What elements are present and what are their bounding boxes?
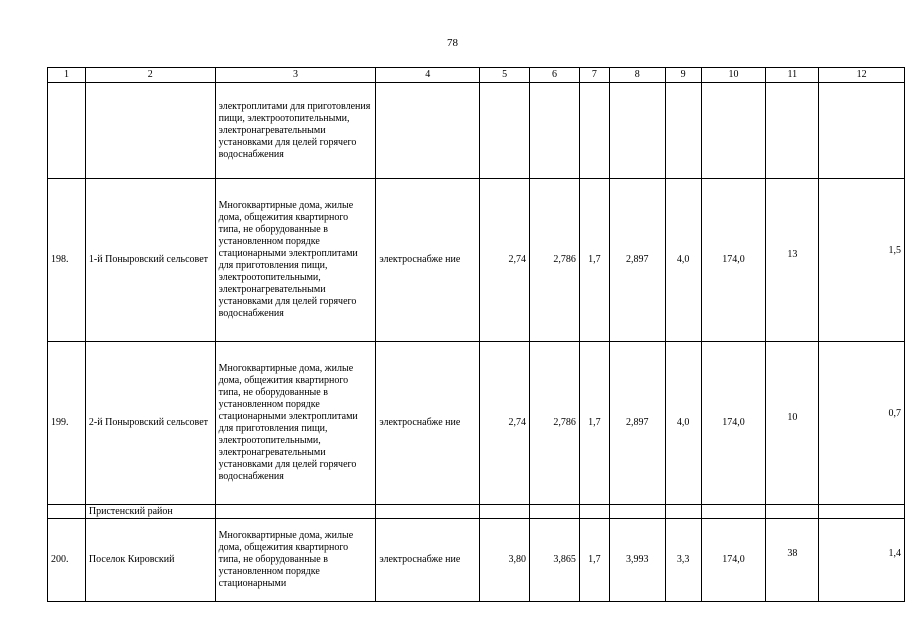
value-cell: 10	[787, 412, 798, 423]
value-cell: 1,7	[579, 519, 609, 602]
value-cell: 1,5	[888, 245, 901, 256]
value-cell: 174,0	[701, 342, 766, 505]
table-row-continuation	[48, 83, 905, 179]
column-header: 4	[376, 68, 480, 83]
value-cell: 1,7	[579, 342, 609, 505]
column-header: 9	[665, 68, 701, 83]
value-cell: 2,74	[480, 342, 530, 505]
service-cell: электроснабже ние	[376, 519, 480, 602]
value-cell: 3,3	[665, 519, 701, 602]
column-header: 1	[48, 68, 86, 83]
value-cell: 3,993	[609, 519, 665, 602]
value-cell: 2,786	[530, 179, 580, 342]
column-header: 7	[579, 68, 609, 83]
value-cell: 4,0	[665, 179, 701, 342]
value-cell: 3,865	[530, 519, 580, 602]
table-row	[48, 342, 905, 505]
column-header: 10	[701, 68, 766, 83]
settlement-name: 2-й Поныровский сельсовет	[85, 342, 215, 505]
table-row	[48, 179, 905, 342]
tariff-table	[47, 67, 905, 602]
row-number: 199.	[48, 342, 86, 505]
value-cell: 1,7	[579, 179, 609, 342]
value-cell: 13	[787, 249, 798, 260]
value-cell: 2,786	[530, 342, 580, 505]
description-cell: Многоквартирные дома, жилые дома, общежития квартирного типа, не оборудованные в установленном порядке стационарными электроплитами для приготовления пищи, электроотопительными, электронагревательными установками для целей горячего водоснабжения	[215, 179, 376, 342]
service-cell: электроснабже ние	[376, 342, 480, 505]
value-cell: 2,897	[609, 179, 665, 342]
value-cell: 0,7	[888, 408, 901, 419]
page-number: 78	[447, 37, 458, 49]
column-header: 3	[215, 68, 376, 83]
description-cell: Многоквартирные дома, жилые дома, общежития квартирного типа, не оборудованные в установленном порядке стационарными	[215, 519, 376, 602]
service-cell: электроснабже ние	[376, 179, 480, 342]
column-header: 8	[609, 68, 665, 83]
column-header: 12	[819, 68, 905, 83]
column-header: 6	[530, 68, 580, 83]
value-cell: 2,897	[609, 342, 665, 505]
column-header: 5	[480, 68, 530, 83]
value-cell: 1,4	[888, 548, 901, 559]
column-header: 2	[85, 68, 215, 83]
row-number: 198.	[48, 179, 86, 342]
settlement-name: Поселок Кировский	[85, 519, 215, 602]
table-header-row	[48, 68, 905, 83]
table-row	[48, 519, 905, 602]
value-cell: 38	[787, 548, 798, 559]
settlement-name: 1-й Поныровский сельсовет	[85, 179, 215, 342]
row-number: 200.	[48, 519, 86, 602]
district-label: Пристенский район	[85, 505, 215, 519]
value-cell: 174,0	[701, 179, 766, 342]
description-cell: Многоквартирные дома, жилые дома, общежития квартирного типа, не оборудованные в установленном порядке стационарными электроплитами для приготовления пищи, электроотопительными, электронагревательными установками для целей горячего водоснабжения	[215, 342, 376, 505]
description-cell: электроплитами для приготовления пищи, электроотопительными, электронагревательными установками для целей горячего водоснабжения	[215, 83, 376, 179]
value-cell: 3,80	[480, 519, 530, 602]
value-cell: 174,0	[701, 519, 766, 602]
value-cell: 2,74	[480, 179, 530, 342]
column-header: 11	[766, 68, 819, 83]
value-cell: 4,0	[665, 342, 701, 505]
district-row	[48, 505, 905, 519]
